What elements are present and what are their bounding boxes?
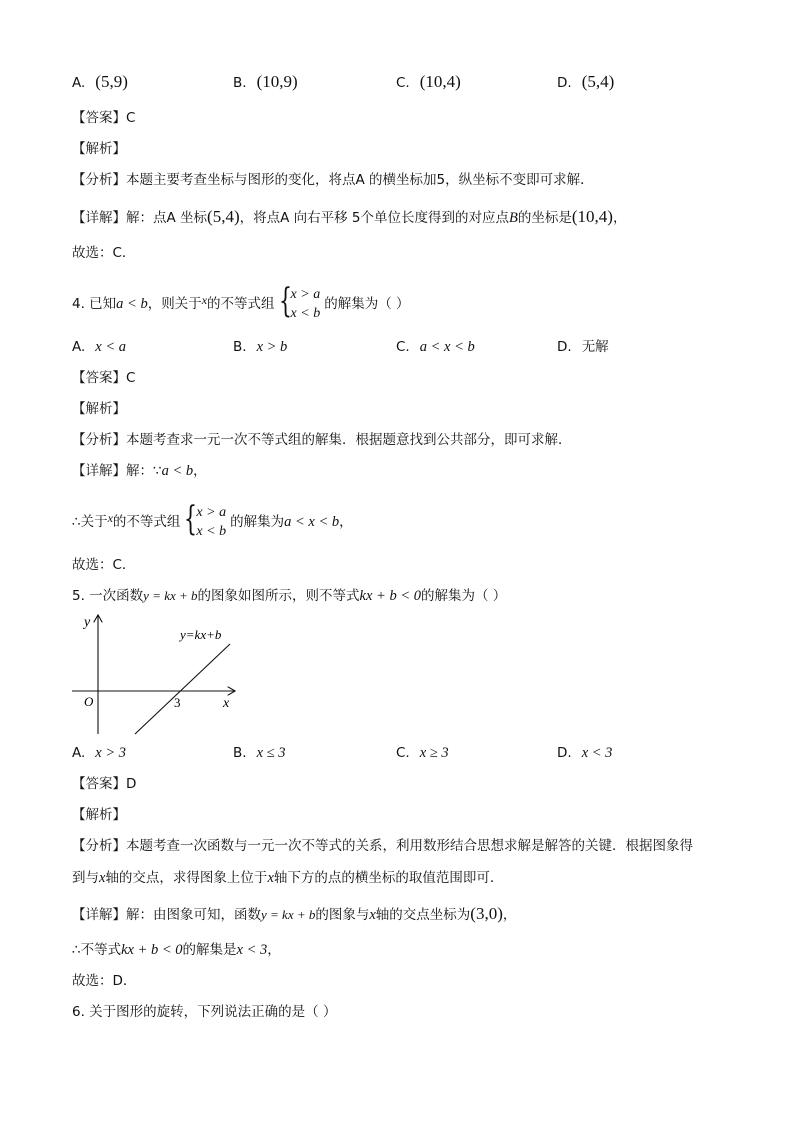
q3-xiangjie: 【详解】解：点A 坐标(5,4)，将点A 向右平移 5个单位长度得到的对应点B的坐标是(10,4)， <box>72 207 627 226</box>
q5-xiangjie: 【详解】解：由图象可知，函数y = kx + b的图象与x轴的交点坐标为(3,0)， <box>72 904 517 923</box>
q3-option-a: A. (5,9) <box>72 72 128 91</box>
y-axis-label: y <box>84 615 91 630</box>
left-brace-icon: { <box>184 499 198 539</box>
x-axis-label: x <box>223 696 230 711</box>
q4-option-c: C. a < x < b <box>396 339 475 355</box>
q5-fenxi-line2: 到与x轴的交点，求得图象上位于x轴下方的点的横坐标的取值范围即可． <box>72 870 504 886</box>
q4-therefore: ∴关于x的不等式组 { x > a x < b 的解集为a < x < b， <box>72 499 353 539</box>
q5-answer: 【答案】D <box>72 776 137 792</box>
q4-option-d: D. 无解 <box>557 339 609 355</box>
q4-conclusion: 故选：C． <box>72 557 136 573</box>
q3-answer: 【答案】C <box>72 110 136 126</box>
q3-option-d: D. (5,4) <box>557 72 615 91</box>
q4-option-b: B. x > b <box>233 339 288 355</box>
tick-label-3: 3 <box>174 695 181 710</box>
q3-fenxi: 【分析】本题主要考查坐标与图形的变化，将点A 的横坐标加5，纵坐标不变即可求解． <box>72 172 594 188</box>
q4-stem: 4. 已知a < b，则关于x的不等式组 { x > a x < b 的解集为（ ） <box>72 281 410 321</box>
q3-analysis-heading: 【解析】 <box>72 141 126 157</box>
q3-option-b: B. (10,9) <box>233 72 298 91</box>
q5-fenxi-line1: 【分析】本题考查一次函数与一元一次不等式的关系，利用数形结合思想求解是解答的关键．根据图象得 <box>72 838 693 854</box>
q4-inequality-system-2: { x > a x < b <box>184 499 227 539</box>
origin-label: O <box>84 694 94 709</box>
q5-conclusion: 故选：D． <box>72 973 137 989</box>
q3-option-c: C. (10,4) <box>396 72 461 91</box>
q5-function-graph <box>68 612 248 737</box>
q4-fenxi: 【分析】本题考查求一元一次不等式组的解集．根据题意找到公共部分，即可求解． <box>72 432 572 448</box>
q4-analysis-heading: 【解析】 <box>72 401 126 417</box>
q6-stem: 6. 关于图形的旋转，下列说法正确的是（ ） <box>72 1004 337 1020</box>
q5-analysis-heading: 【解析】 <box>72 807 126 823</box>
q5-stem: 5. 一次函数y = kx + b的图象如图所示，则不等式kx + b < 0的解集为（ ） <box>72 588 507 604</box>
left-brace-icon: { <box>278 281 292 321</box>
q3-conclusion: 故选：C． <box>72 245 136 261</box>
q5-therefore: ∴不等式kx + b < 0的解集是x < 3， <box>72 942 281 958</box>
function-line <box>135 644 230 734</box>
line-label: y=kx+b <box>180 627 222 642</box>
q4-inequality-system: { x > a x < b <box>278 281 321 321</box>
q4-answer: 【答案】C <box>72 370 136 386</box>
q5-option-a: A. x > 3 <box>72 745 127 761</box>
q4-option-a: A. x < a <box>72 339 127 355</box>
q5-option-c: C. x ≥ 3 <box>396 745 449 761</box>
q5-option-d: D. x < 3 <box>557 745 613 761</box>
q4-xiangjie: 【详解】解：∵a < b， <box>72 463 207 479</box>
q5-option-b: B. x ≤ 3 <box>233 745 286 761</box>
